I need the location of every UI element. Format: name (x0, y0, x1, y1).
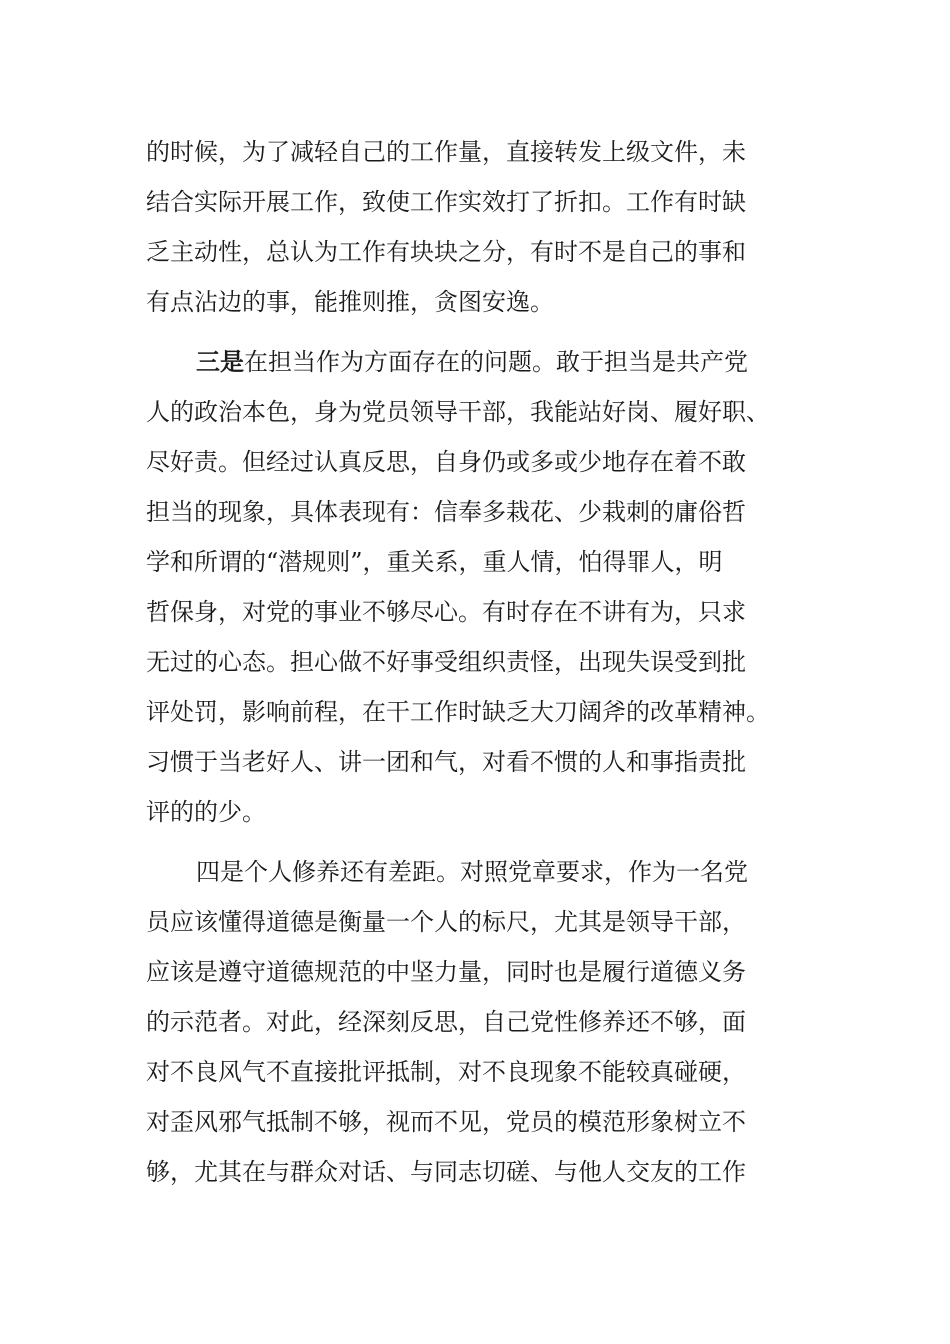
paragraph-3-line-5: 对不良风气不直接批评抵制，对不良现象不能较真碰硬， (146, 1058, 746, 1086)
paragraph-2-line-9: 习惯于当老好人、讲一团和气，对看不惯的人和事指责批 (146, 748, 746, 776)
paragraph-2-lead: 三是 (196, 347, 244, 376)
paragraph-2-line-4: 担当的现象，具体表现有：信奉多栽花、少栽刺的庸俗哲 (146, 498, 746, 526)
paragraph-3-line-1: 四是个人修养还有差距。对照党章要求，作为一名党 (196, 858, 748, 886)
paragraph-2-line-2: 人的政治本色，身为党员领导干部，我能站好岗、履好职、 (146, 398, 770, 426)
paragraph-1-line-1: 的时候，为了减轻自己的工作量，直接转发上级文件，未 (146, 138, 746, 166)
paragraph-1-line-3: 乏主动性，总认为工作有块块之分，有时不是自己的事和 (146, 238, 746, 266)
paragraph-3-line-7: 够，尤其在与群众对话、与同志切磋、与他人交友的工作 (146, 1158, 746, 1186)
paragraph-2-line-8: 评处罚，影响前程，在干工作时缺乏大刀阔斧的改革精神。 (146, 698, 770, 726)
paragraph-2-line-6: 哲保身，对党的事业不够尽心。有时存在不讲有为，只求 (146, 598, 746, 626)
paragraph-1-line-4: 有点沾边的事，能推则推，贪图安逸。 (146, 288, 554, 316)
paragraph-3-line-6: 对歪风邪气抵制不够，视而不见，党员的模范形象树立不 (146, 1108, 746, 1136)
paragraph-2-first-line-text: 在担当作为方面存在的问题。敢于担当是共产党 (244, 348, 748, 376)
paragraph-2-line-1 (196, 345, 806, 379)
paragraph-3-line-3: 应该是遵守道德规范的中坚力量，同时也是履行道德义务 (146, 958, 746, 986)
paragraph-1-line-2: 结合实际开展工作，致使工作实效打了折扣。工作有时缺 (146, 188, 746, 216)
paragraph-3-line-2: 员应该懂得道德是衡量一个人的标尺，尤其是领导干部， (146, 908, 746, 936)
paragraph-2-line-5: 学和所谓的“潜规则”，重关系，重人情，怕得罪人，明 (146, 548, 723, 576)
paragraph-2-line-10: 评的的少。 (146, 798, 266, 826)
paragraph-3-line-4: 的示范者。对此，经深刻反思，自己党性修养还不够，面 (146, 1008, 746, 1036)
paragraph-2-line-7: 无过的心态。担心做不好事受组织责怪，出现失误受到批 (146, 648, 746, 676)
paragraph-2-line-3: 尽好责。但经过认真反思，自身仍或多或少地存在着不敢 (146, 448, 746, 476)
